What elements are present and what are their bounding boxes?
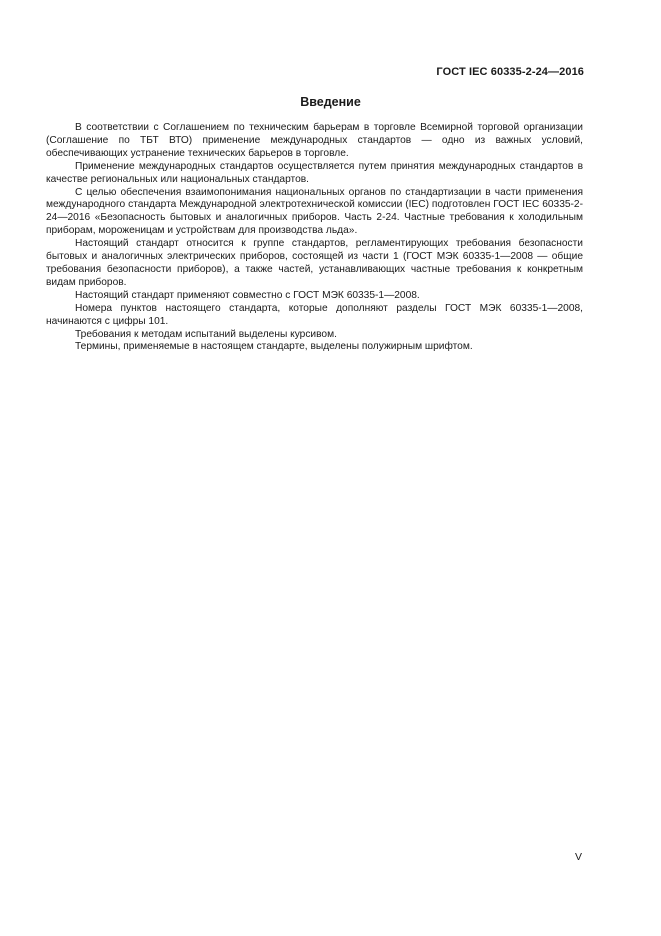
paragraph-joint-use: Настоящий стандарт применяют совместно с ГОСТ МЭК 60335-1—2008. (75, 289, 420, 301)
paragraph-clause-numbering: Номера пунктов настоящего стандарта, которые дополняют разделы ГОСТ МЭК 60335-1—2008, начинаются с цифры 101. (46, 302, 583, 327)
paragraph-international-standards: Применение международных стандартов осуществляется путем принятия международных стандартов в качестве региональных или национальных стандартов. (46, 160, 583, 185)
section-title: Введение (300, 95, 361, 109)
paragraph-standard-preparation: С целью обеспечения взаимопонимания национальных органов по стандартизации в части применения международного стандарта Международной электротехнической комиссии (IEC) подготовлен ГОСТ IEC 60335-2-24—2016 «Безопасность бытовых и аналогичных приборов. Часть 2-24. Частные требования к холодильным приборам, мороженицам и устройствам для производства льда». (46, 186, 583, 237)
paragraph-wto-agreement: В соответствии с Соглашением по техническим барьерам в торговле Всемирной торговой организации (Соглашение по ТБТ ВТО) применение международных стандартов — одно из важных условий, обеспечивающих устранение технических барьеров в торговле. (46, 122, 583, 159)
paragraph-test-methods: Требования к методам испытаний выделены курсивом. (75, 328, 337, 340)
paragraph-standard-group: Настоящий стандарт относится к группе стандартов, регламентирующих требования безопасности бытовых и аналогичных электрических приборов, состоящей из части 1 (ГОСТ МЭК 60335-1—2008 — общие требования безопасности приборов), а также частей, устанавливающих частные требования к конкретным видам приборов. (46, 238, 583, 288)
document-code-header: ГОСТ IEC 60335-2-24—2016 (436, 66, 584, 78)
introduction-body (46, 122, 583, 354)
paragraph-terms: Термины, применяемые в настоящем стандарте, выделены полужирным шрифтом. (75, 341, 473, 353)
page-number: V (574, 851, 582, 863)
